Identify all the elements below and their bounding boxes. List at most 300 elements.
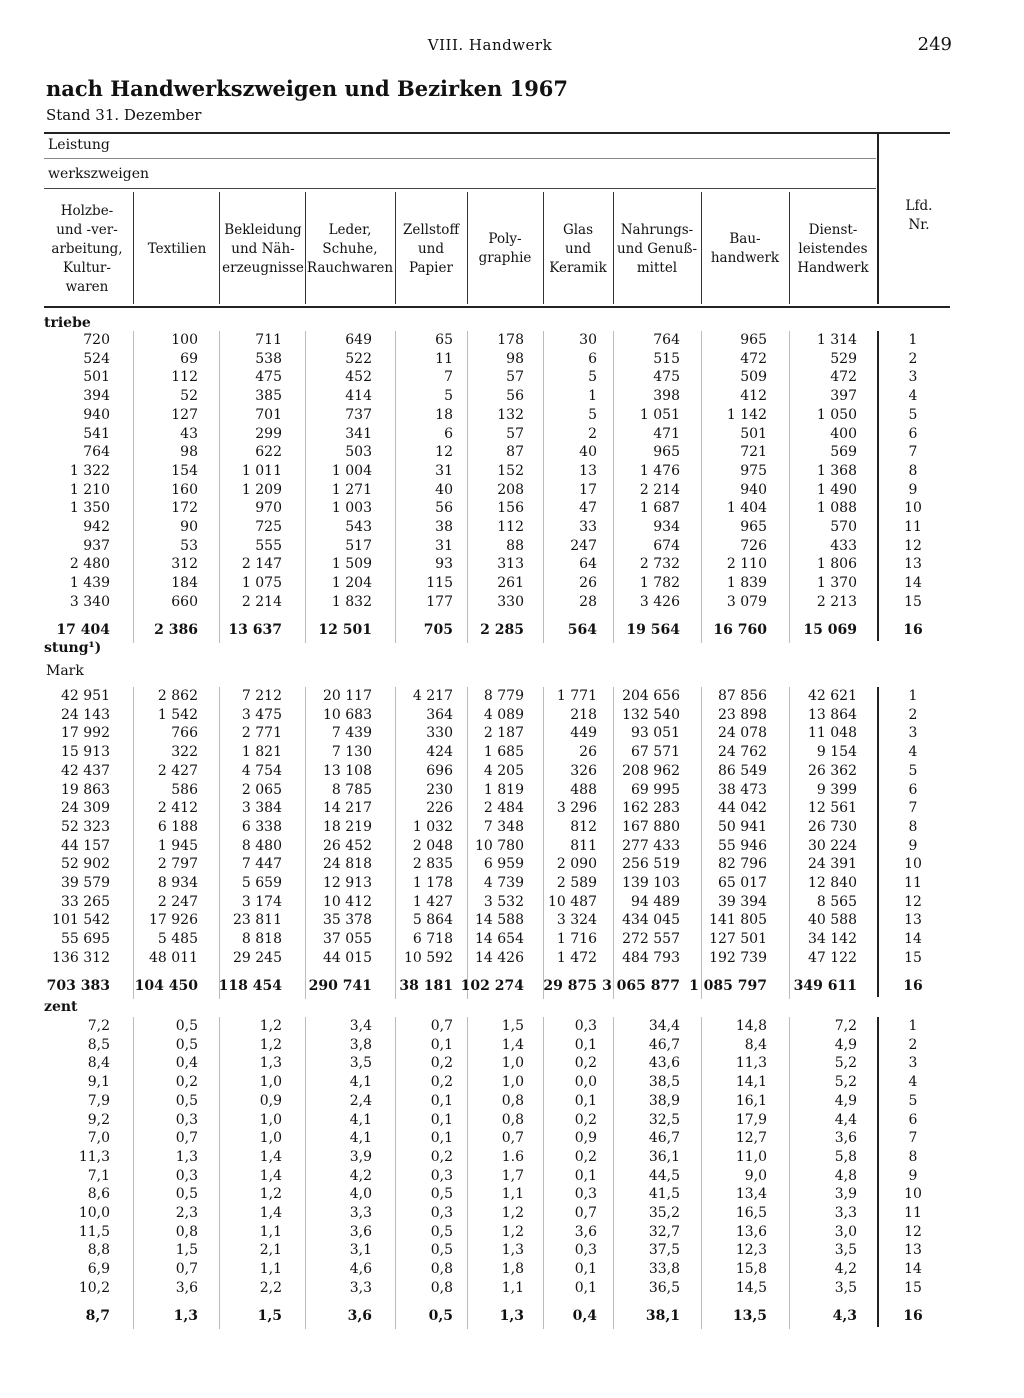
table-row xyxy=(0,799,1024,817)
table-row xyxy=(0,706,1024,724)
cell-zellstoff: 93 xyxy=(435,556,453,573)
cell-textilien: 0,3 xyxy=(175,1167,198,1184)
cell-glas: 10 487 xyxy=(548,893,597,910)
cell-leder: 4,2 xyxy=(349,1167,372,1184)
cell-holz: 8,8 xyxy=(87,1242,110,1259)
cell-dienst: 1 088 xyxy=(816,500,857,517)
cell-dienst: 569 xyxy=(830,444,857,461)
cell-holz: 11,5 xyxy=(78,1223,110,1240)
cell-polygraphie: 1,7 xyxy=(501,1167,524,1184)
cell-holz: 524 xyxy=(83,350,110,367)
cell-nahrung: 272 557 xyxy=(622,931,680,948)
cell-lfd-nr: 11 xyxy=(904,519,922,535)
cell-polygraphie: 1,0 xyxy=(501,1055,524,1072)
cell-polygraphie: 4 739 xyxy=(483,875,524,891)
cell-leder: 1 832 xyxy=(331,593,372,610)
cell-dienst: 1 314 xyxy=(816,332,857,348)
cell-leder: 4,6 xyxy=(349,1261,372,1278)
table-row xyxy=(0,368,1024,386)
cell-holz: 11,3 xyxy=(78,1148,110,1165)
cell-dienst: 5,2 xyxy=(834,1074,857,1091)
cell-polygraphie: 87 xyxy=(506,444,524,461)
cell-holz: 24 309 xyxy=(61,800,110,817)
cell-zellstoff: 56 xyxy=(435,500,453,517)
cell-holz: 541 xyxy=(83,425,110,442)
table-row xyxy=(0,1241,1024,1259)
table-row xyxy=(0,911,1024,929)
cell-glas: 17 xyxy=(579,481,597,498)
cell-leder: 414 xyxy=(345,388,372,405)
cell-glas: 449 xyxy=(570,725,597,742)
cell-dienst: 5,2 xyxy=(834,1055,857,1072)
cell-bau: 16,5 xyxy=(735,1205,767,1221)
cell-leder: 10 412 xyxy=(323,893,372,910)
cell-glas: 28 xyxy=(579,593,597,610)
cell-lfd-nr: 14 xyxy=(904,1261,922,1278)
cell-holz: 7,1 xyxy=(87,1167,110,1184)
cell-bau: 721 xyxy=(740,444,767,461)
cell-leder: 4,1 xyxy=(349,1111,372,1128)
header-col-rule xyxy=(789,192,790,304)
cell-nahrung: 36,1 xyxy=(648,1148,680,1165)
cell-bekleidung: 1 821 xyxy=(241,744,282,761)
cell-glas: 2 589 xyxy=(556,875,597,891)
cell-polygraphie: 2 285 xyxy=(480,622,524,638)
cell-holz: 42 951 xyxy=(61,688,110,704)
cell-bekleidung: 2,1 xyxy=(259,1242,282,1259)
cell-lfd-nr: 15 xyxy=(904,949,922,966)
cell-nahrung: 69 995 xyxy=(631,781,680,798)
cell-bekleidung: 1,0 xyxy=(259,1074,282,1091)
cell-nahrung: 41,5 xyxy=(648,1186,680,1203)
cell-glas: 0,7 xyxy=(574,1205,597,1221)
cell-lfd-nr: 14 xyxy=(904,931,922,948)
header-col-rule xyxy=(219,192,220,304)
cell-dienst: 5,8 xyxy=(834,1148,857,1165)
table-row xyxy=(0,781,1024,799)
header-col-rule xyxy=(467,192,468,304)
cell-zellstoff: 5 xyxy=(444,388,453,405)
cell-holz: 8,5 xyxy=(87,1036,110,1053)
cell-bau: 192 739 xyxy=(709,949,767,966)
cell-dienst: 1 050 xyxy=(816,406,857,423)
cell-dienst: 3,5 xyxy=(834,1242,857,1259)
table-row xyxy=(0,855,1024,873)
cell-nahrung: 94 489 xyxy=(631,893,680,910)
cell-zellstoff: 330 xyxy=(426,725,453,742)
cell-polygraphie: 56 xyxy=(506,388,524,405)
cell-bekleidung: 3 475 xyxy=(241,706,282,723)
cell-dienst: 24 391 xyxy=(808,856,857,873)
cell-holz: 937 xyxy=(83,537,110,554)
table-row xyxy=(0,1148,1024,1166)
cell-lfd-nr: 3 xyxy=(908,725,918,742)
cell-textilien: 586 xyxy=(171,781,198,798)
table-row xyxy=(0,1260,1024,1278)
table-row xyxy=(0,724,1024,742)
cell-bau: 940 xyxy=(740,481,767,498)
cell-textilien: 160 xyxy=(171,481,198,498)
cell-zellstoff: 0,1 xyxy=(430,1092,453,1109)
cell-holz: 52 902 xyxy=(61,856,110,873)
cell-leder: 3,6 xyxy=(347,1308,372,1324)
table-top-rule xyxy=(44,132,950,134)
cell-leder: 24 818 xyxy=(323,856,372,873)
cell-holz: 9,2 xyxy=(87,1111,110,1128)
cell-dienst: 400 xyxy=(830,425,857,442)
table-row xyxy=(0,574,1024,592)
cell-dienst: 4,9 xyxy=(834,1092,857,1109)
cell-lfd-nr: 2 xyxy=(908,350,918,367)
cell-glas: 26 xyxy=(579,744,597,761)
cell-leder: 12 913 xyxy=(323,875,372,891)
cell-bau: 501 xyxy=(740,425,767,442)
cell-lfd-nr: 5 xyxy=(908,1092,918,1109)
cell-nahrung: 1 051 xyxy=(639,406,680,423)
cell-bekleidung: 538 xyxy=(255,350,282,367)
table-row xyxy=(0,687,1024,705)
table-row xyxy=(0,743,1024,761)
cell-holz: 101 542 xyxy=(52,912,110,929)
cell-zellstoff: 0,2 xyxy=(430,1055,453,1072)
cell-textilien: 1,5 xyxy=(175,1242,198,1259)
cell-textilien: 312 xyxy=(171,556,198,573)
cell-holz: 1 350 xyxy=(69,500,110,517)
cell-textilien: 69 xyxy=(180,350,198,367)
cell-zellstoff: 696 xyxy=(426,762,453,779)
cell-bekleidung: 2,2 xyxy=(259,1279,282,1296)
cell-bau: 17,9 xyxy=(735,1111,767,1128)
cell-textilien: 0,5 xyxy=(175,1018,198,1034)
cell-glas: 40 xyxy=(579,444,597,461)
cell-lfd-nr: 16 xyxy=(903,978,923,994)
cell-polygraphie: 1,4 xyxy=(501,1036,524,1053)
colhead-textilien: Textilien xyxy=(147,240,207,257)
cell-zellstoff: 6 xyxy=(444,425,453,442)
cell-glas: 3 296 xyxy=(556,800,597,817)
cell-nahrung: 471 xyxy=(653,425,680,442)
cell-lfd-nr: 12 xyxy=(904,537,922,554)
table-row xyxy=(0,406,1024,424)
cell-holz: 44 157 xyxy=(61,837,110,854)
cell-leder: 3,3 xyxy=(349,1279,372,1296)
cell-holz: 52 323 xyxy=(61,818,110,835)
table-row xyxy=(0,1204,1024,1222)
colhead-leder: Leder, Schuhe, Rauchwaren xyxy=(306,221,394,276)
colhead-lfd: Lfd. Nr. xyxy=(905,198,933,233)
cell-bekleidung: 23 811 xyxy=(233,912,282,929)
cell-zellstoff: 0,2 xyxy=(430,1074,453,1091)
cell-leder: 26 452 xyxy=(323,837,372,854)
cell-lfd-nr: 6 xyxy=(908,781,918,798)
header-col-rule xyxy=(543,192,544,304)
cell-textilien: 660 xyxy=(171,593,198,610)
cell-holz: 10,0 xyxy=(78,1205,110,1221)
cell-dienst: 15 069 xyxy=(803,622,857,638)
cell-leder: 522 xyxy=(345,350,372,367)
cell-leder: 35 378 xyxy=(323,912,372,929)
cell-glas: 0,2 xyxy=(574,1111,597,1128)
cell-polygraphie: 1 685 xyxy=(483,744,524,761)
running-head: VIII. Handwerk xyxy=(427,36,553,54)
cell-glas: 0,1 xyxy=(574,1036,597,1053)
cell-bau: 472 xyxy=(740,350,767,367)
cell-nahrung: 204 656 xyxy=(622,688,680,704)
cell-holz: 1 322 xyxy=(69,462,110,479)
header-col-rule xyxy=(395,192,396,304)
cell-nahrung: 35,2 xyxy=(648,1205,680,1221)
cell-bekleidung: 1,2 xyxy=(259,1036,282,1053)
cell-dienst: 4,9 xyxy=(834,1036,857,1053)
cell-leder: 4,1 xyxy=(349,1130,372,1147)
colhead-nahrung: Nahrungs- und Genuß- mittel xyxy=(616,221,698,276)
cell-lfd-nr: 10 xyxy=(904,1186,922,1203)
cell-polygraphie: 1,5 xyxy=(501,1018,524,1034)
cell-glas: 247 xyxy=(570,537,597,554)
cell-polygraphie: 2 187 xyxy=(483,725,524,742)
cell-textilien: 172 xyxy=(171,500,198,517)
cell-bau: 1 839 xyxy=(726,575,767,592)
cell-holz: 6,9 xyxy=(87,1261,110,1278)
cell-zellstoff: 0,5 xyxy=(430,1242,453,1259)
cell-bau: 9,0 xyxy=(744,1167,767,1184)
cell-textilien: 0,4 xyxy=(175,1055,198,1072)
cell-lfd-nr: 7 xyxy=(908,800,918,817)
cell-nahrung: 1 782 xyxy=(639,575,680,592)
cell-nahrung: 19 564 xyxy=(626,622,680,638)
cell-lfd-nr: 3 xyxy=(908,1055,918,1072)
cell-bekleidung: 8 480 xyxy=(241,837,282,854)
table-row xyxy=(0,425,1024,443)
cell-bekleidung: 2 771 xyxy=(241,725,282,742)
cell-lfd-nr: 1 xyxy=(908,1018,918,1034)
cell-bau: 44 042 xyxy=(718,800,767,817)
cell-glas: 0,1 xyxy=(574,1167,597,1184)
cell-nahrung: 38,1 xyxy=(645,1308,680,1324)
cell-nahrung: 46,7 xyxy=(648,1130,680,1147)
cell-bekleidung: 1 209 xyxy=(241,481,282,498)
cell-leder: 18 219 xyxy=(323,818,372,835)
cell-polygraphie: 1,8 xyxy=(501,1261,524,1278)
table-row xyxy=(0,818,1024,836)
cell-nahrung: 2 732 xyxy=(639,556,680,573)
cell-lfd-nr: 13 xyxy=(904,556,922,573)
cell-lfd-nr: 7 xyxy=(908,444,918,461)
cell-lfd-nr: 5 xyxy=(908,406,918,423)
cell-holz: 720 xyxy=(83,332,110,348)
table-row xyxy=(0,837,1024,855)
cell-holz: 55 695 xyxy=(61,931,110,948)
cell-glas: 5 xyxy=(588,406,597,423)
cell-polygraphie: 2 484 xyxy=(483,800,524,817)
cell-lfd-nr: 9 xyxy=(908,1167,918,1184)
table-row xyxy=(0,462,1024,480)
cell-textilien: 1 945 xyxy=(157,837,198,854)
cell-glas: 0,4 xyxy=(572,1308,597,1324)
cell-zellstoff: 0,3 xyxy=(430,1167,453,1184)
cell-holz: 8,6 xyxy=(87,1186,110,1203)
cell-glas: 3,6 xyxy=(574,1223,597,1240)
cell-bekleidung: 1,3 xyxy=(259,1055,282,1072)
cell-leder: 1 004 xyxy=(331,462,372,479)
cell-leder: 3,3 xyxy=(349,1205,372,1221)
cell-polygraphie: 0,8 xyxy=(501,1092,524,1109)
cell-leder: 452 xyxy=(345,369,372,386)
cell-lfd-nr: 10 xyxy=(904,500,922,517)
table-row xyxy=(0,593,1024,611)
cell-holz: 7,2 xyxy=(87,1018,110,1034)
cell-leder: 517 xyxy=(345,537,372,554)
cell-leder: 1 509 xyxy=(331,556,372,573)
cell-zellstoff: 0,2 xyxy=(430,1148,453,1165)
cell-holz: 8,4 xyxy=(87,1055,110,1072)
cell-lfd-nr: 1 xyxy=(908,688,918,704)
cell-dienst: 397 xyxy=(830,388,857,405)
cell-leder: 3,5 xyxy=(349,1055,372,1072)
cell-bau: 15,8 xyxy=(735,1261,767,1278)
cell-zellstoff: 0,1 xyxy=(430,1111,453,1128)
cell-nahrung: 36,5 xyxy=(648,1279,680,1296)
cell-dienst: 3,6 xyxy=(834,1130,857,1147)
cell-polygraphie: 14 426 xyxy=(475,949,524,966)
table-row xyxy=(0,443,1024,461)
table-row xyxy=(0,1017,1024,1035)
cell-leder: 3,9 xyxy=(349,1148,372,1165)
cell-bekleidung: 1,2 xyxy=(259,1018,282,1034)
cell-nahrung: 132 540 xyxy=(622,706,680,723)
cell-bekleidung: 475 xyxy=(255,369,282,386)
cell-glas: 0,1 xyxy=(574,1261,597,1278)
cell-zellstoff: 2 835 xyxy=(412,856,453,873)
cell-bau: 16,1 xyxy=(735,1092,767,1109)
cell-textilien: 184 xyxy=(171,575,198,592)
cell-textilien: 0,7 xyxy=(175,1261,198,1278)
cell-glas: 812 xyxy=(570,818,597,835)
cell-polygraphie: 178 xyxy=(497,332,524,348)
page-number: 249 xyxy=(917,34,952,55)
cell-lfd-nr: 16 xyxy=(903,622,923,638)
cell-textilien: 766 xyxy=(171,725,198,742)
cell-bekleidung: 622 xyxy=(255,444,282,461)
cell-polygraphie: 14 588 xyxy=(475,912,524,929)
cell-lfd-nr: 16 xyxy=(903,1308,923,1324)
cell-lfd-nr: 6 xyxy=(908,425,918,442)
cell-dienst: 2 213 xyxy=(816,593,857,610)
cell-glas: 0,9 xyxy=(574,1130,597,1147)
section-unit-mark: Mark xyxy=(46,663,84,679)
cell-bau: 82 796 xyxy=(718,856,767,873)
cell-zellstoff: 0,5 xyxy=(430,1223,453,1240)
cell-glas: 64 xyxy=(579,556,597,573)
cell-bau: 14,5 xyxy=(735,1279,767,1296)
table-title: nach Handwerkszweigen und Bezirken 1967 xyxy=(46,76,569,101)
cell-zellstoff: 5 864 xyxy=(412,912,453,929)
cell-glas: 1 xyxy=(588,388,597,405)
cell-polygraphie: 98 xyxy=(506,350,524,367)
cell-bekleidung: 118 454 xyxy=(218,978,282,994)
cell-textilien: 8 934 xyxy=(157,875,198,891)
cell-glas: 0,2 xyxy=(574,1055,597,1072)
table-total-row xyxy=(0,977,1024,995)
cell-leder: 543 xyxy=(345,519,372,535)
cell-bau: 726 xyxy=(740,537,767,554)
cell-dienst: 7,2 xyxy=(834,1018,857,1034)
cell-textilien: 48 011 xyxy=(149,949,198,966)
cell-nahrung: 93 051 xyxy=(631,725,680,742)
cell-bekleidung: 1,1 xyxy=(259,1223,282,1240)
cell-leder: 4,0 xyxy=(349,1186,372,1203)
cell-textilien: 112 xyxy=(171,369,198,386)
cell-bau: 965 xyxy=(740,519,767,535)
cell-textilien: 0,5 xyxy=(175,1036,198,1053)
colhead-dienst: Dienst- leistendes Handwerk xyxy=(797,221,869,276)
cell-polygraphie: 261 xyxy=(497,575,524,592)
colhead-holz: Holzbe- und -ver- arbeitung, Kultur- waren xyxy=(51,202,123,295)
section-label-leistung: stung¹) xyxy=(44,640,102,656)
cell-bau: 55 946 xyxy=(718,837,767,854)
cell-dienst: 12 840 xyxy=(808,875,857,891)
cell-glas: 1 716 xyxy=(556,931,597,948)
cell-lfd-nr: 10 xyxy=(904,856,922,873)
cell-nahrung: 934 xyxy=(653,519,680,535)
cell-bau: 965 xyxy=(740,332,767,348)
cell-nahrung: 38,9 xyxy=(648,1092,680,1109)
cell-bau: 127 501 xyxy=(709,931,767,948)
cell-leder: 4,1 xyxy=(349,1074,372,1091)
cell-lfd-nr: 12 xyxy=(904,893,922,910)
cell-bekleidung: 1,0 xyxy=(259,1130,282,1147)
cell-polygraphie: 1.6 xyxy=(501,1148,524,1165)
cell-zellstoff: 1 032 xyxy=(412,818,453,835)
cell-zellstoff: 12 xyxy=(435,444,453,461)
cell-zellstoff: 31 xyxy=(435,537,453,554)
cell-holz: 17 992 xyxy=(61,725,110,742)
cell-leder: 2,4 xyxy=(349,1092,372,1109)
cell-nahrung: 1 687 xyxy=(639,500,680,517)
cell-dienst: 433 xyxy=(830,537,857,554)
cell-holz: 42 437 xyxy=(61,762,110,779)
cell-holz: 10,2 xyxy=(78,1279,110,1296)
table-row xyxy=(0,949,1024,967)
cell-bekleidung: 5 659 xyxy=(241,875,282,891)
cell-polygraphie: 208 xyxy=(497,481,524,498)
cell-textilien: 100 xyxy=(171,332,198,348)
cell-zellstoff: 1 427 xyxy=(412,893,453,910)
cell-holz: 8,7 xyxy=(85,1308,110,1324)
cell-bau: 16 760 xyxy=(713,622,767,638)
cell-bekleidung: 4 754 xyxy=(241,762,282,779)
cell-polygraphie: 10 780 xyxy=(475,837,524,854)
cell-polygraphie: 14 654 xyxy=(475,931,524,948)
cell-glas: 488 xyxy=(570,781,597,798)
cell-bekleidung: 1,0 xyxy=(259,1111,282,1128)
cell-bekleidung: 701 xyxy=(255,406,282,423)
table-row xyxy=(0,1092,1024,1110)
cell-zellstoff: 0,5 xyxy=(428,1308,453,1324)
cell-dienst: 1 368 xyxy=(816,462,857,479)
cell-leder: 3,1 xyxy=(349,1242,372,1259)
cell-bekleidung: 7 212 xyxy=(241,688,282,704)
cell-lfd-nr: 5 xyxy=(908,762,918,779)
cell-lfd-nr: 15 xyxy=(904,1279,922,1296)
cell-zellstoff: 0,8 xyxy=(430,1279,453,1296)
cell-textilien: 0,5 xyxy=(175,1092,198,1109)
cell-dienst: 9 154 xyxy=(816,744,857,761)
cell-nahrung: 34,4 xyxy=(648,1018,680,1034)
cell-glas: 1 472 xyxy=(556,949,597,966)
cell-bau: 24 078 xyxy=(718,725,767,742)
table-row xyxy=(0,1167,1024,1185)
